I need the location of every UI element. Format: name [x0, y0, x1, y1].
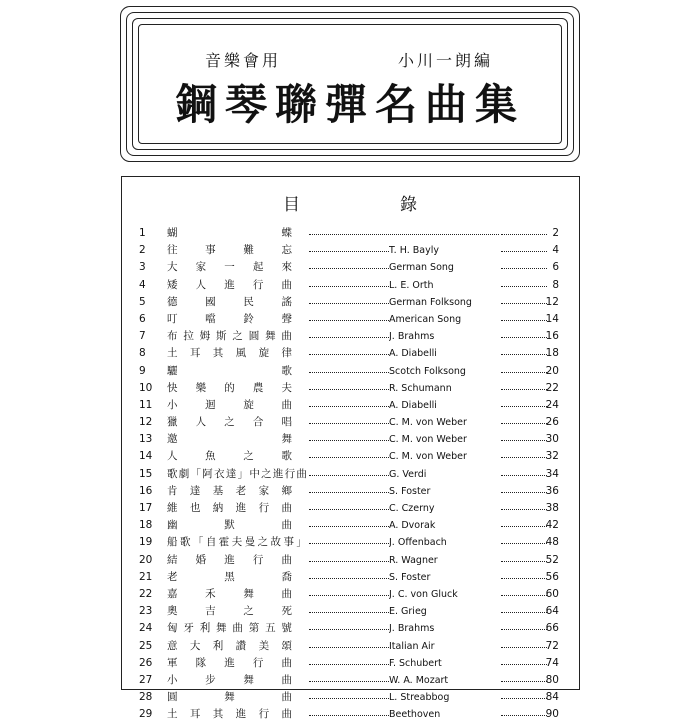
list-item — [139, 534, 559, 551]
entry-page-number: 72 — [545, 639, 559, 652]
entry-page-number: 34 — [545, 467, 559, 480]
entry-composer: American Song — [389, 313, 462, 325]
leader-dots — [309, 251, 389, 252]
entry-title: 奧 吉 之 死 — [167, 605, 292, 618]
leader-dots — [501, 715, 547, 716]
entry-title: 小 步 舞 曲 — [167, 673, 292, 686]
leader-dots — [501, 526, 547, 527]
entry-page-number: 4 — [552, 244, 559, 257]
entry-page-number: 84 — [545, 691, 559, 704]
leader-dots — [309, 320, 389, 321]
entry-title: 土 耳 其 進 行 曲 — [167, 708, 292, 721]
entry-composer: Scotch Folksong — [389, 365, 466, 377]
entry-composer: R. Wagner — [389, 554, 438, 566]
entry-title: 歌 劇 「 阿 衣 達 」 中 之 進 行 曲 — [167, 467, 307, 480]
leader-dots — [309, 286, 389, 287]
leader-dots — [501, 389, 547, 390]
entry-composer: A. Diabelli — [389, 399, 437, 411]
leader-dots — [309, 372, 389, 373]
entry-title: 叮 噹 鈴 聲 — [167, 312, 292, 325]
leader-dots — [309, 509, 389, 510]
leader-dots — [309, 595, 389, 596]
entry-page-number: 36 — [545, 484, 559, 497]
entry-composer: C. M. von Weber — [389, 451, 467, 463]
entry-composer: C. Czerny — [389, 503, 435, 514]
entry-composer: R. Schumann — [389, 382, 452, 394]
entry-composer: J. Brahms — [389, 623, 435, 635]
list-item — [139, 311, 559, 328]
entry-page-number: 8 — [552, 278, 559, 291]
entry-composer: German Folksong — [389, 296, 472, 308]
leader-dots — [501, 629, 547, 630]
entry-title: 快 樂 的 農 夫 — [167, 381, 292, 394]
leader-dots — [501, 320, 547, 321]
list-item — [139, 380, 559, 397]
leader-dots — [309, 337, 389, 338]
entry-title: 圓 舞 曲 — [167, 691, 292, 704]
leader-dots — [501, 492, 547, 493]
list-item — [139, 689, 559, 706]
entry-number: 10 — [139, 381, 153, 394]
entry-title: 德 國 民 謠 — [167, 295, 292, 308]
leader-dots — [309, 406, 389, 407]
entry-page-number: 18 — [545, 347, 559, 360]
entry-number: 23 — [139, 605, 153, 618]
entry-composer: German Song — [389, 262, 454, 274]
list-item — [139, 294, 559, 311]
leader-dots — [309, 423, 389, 424]
entry-composer: A. Diabelli — [389, 348, 437, 360]
leader-dots — [501, 475, 547, 476]
entry-composer: J. C. von Gluck — [389, 588, 458, 600]
entry-number: 27 — [139, 673, 153, 686]
entry-page-number: 64 — [545, 605, 559, 618]
entry-page-number: 2 — [552, 227, 559, 239]
entry-number: 6 — [139, 312, 146, 325]
entry-number: 17 — [139, 502, 153, 514]
entry-page-number: 24 — [545, 398, 559, 411]
leader-dots — [309, 698, 389, 699]
list-item — [139, 225, 559, 242]
leader-dots — [309, 612, 389, 613]
list-item — [139, 569, 559, 586]
leader-dots — [501, 681, 547, 682]
entry-title: 人 魚 之 歌 — [167, 450, 292, 463]
entry-number: 4 — [139, 278, 146, 291]
entry-title: 意 大 利 讚 美 頌 — [167, 639, 292, 652]
leader-dots — [501, 337, 547, 338]
entry-title: 肯 達 基 老 家 鄉 — [167, 484, 292, 497]
entry-page-number: 48 — [545, 536, 559, 549]
leader-dots — [309, 664, 389, 665]
entry-title: 軍 隊 進 行 曲 — [167, 656, 292, 669]
leader-dots — [501, 612, 547, 613]
entry-composer: L. E. Orth — [389, 279, 434, 291]
leader-dots — [309, 526, 389, 527]
entry-composer: Italian Air — [389, 640, 435, 652]
leader-dots — [501, 595, 547, 596]
entry-composer: F. Schubert — [389, 657, 442, 669]
entry-number: 1 — [139, 227, 146, 239]
list-item — [139, 603, 559, 620]
entry-composer: G. Verdi — [389, 468, 427, 480]
entry-number: 9 — [139, 364, 146, 377]
entry-number: 8 — [139, 347, 146, 360]
entry-page-number: 90 — [545, 708, 559, 721]
subtitle-editor: 小川一朗編 — [398, 51, 494, 70]
entry-composer: J. Offenbach — [389, 537, 447, 549]
entry-composer: S. Foster — [389, 571, 431, 583]
list-item — [139, 414, 559, 431]
leader-dots — [501, 354, 547, 355]
list-item — [139, 552, 559, 569]
entry-title: 維 也 納 進 行 曲 — [167, 502, 292, 514]
leader-dots — [309, 578, 389, 579]
leader-dots — [309, 457, 389, 458]
leader-dots — [501, 647, 547, 648]
leader-dots — [501, 509, 547, 510]
toc-heading: 目錄 — [283, 195, 517, 215]
list-item — [139, 672, 559, 689]
entry-number: 3 — [139, 261, 146, 274]
list-item — [139, 259, 559, 276]
entry-composer: C. M. von Weber — [389, 434, 467, 446]
list-item — [139, 706, 559, 723]
entry-page-number: 56 — [545, 570, 559, 583]
leader-dots — [501, 286, 547, 287]
entry-title: 往 事 難 忘 — [167, 244, 292, 257]
list-item — [139, 586, 559, 603]
entry-page-number: 16 — [545, 330, 559, 343]
list-item — [139, 500, 559, 517]
leader-dots — [501, 578, 547, 579]
entry-page-number: 74 — [545, 656, 559, 669]
entry-title: 驪 歌 — [167, 364, 292, 377]
list-item — [139, 431, 559, 448]
leader-dots — [309, 681, 389, 682]
leader-dots — [309, 492, 389, 493]
list-item — [139, 448, 559, 465]
entry-number: 25 — [139, 639, 153, 652]
leader-dots — [501, 664, 547, 665]
list-item — [139, 363, 559, 380]
entry-title: 老 黑 喬 — [167, 570, 292, 583]
entry-composer: S. Foster — [389, 485, 431, 497]
leader-dots — [309, 389, 389, 390]
entry-number: 13 — [139, 433, 153, 446]
entry-page-number: 22 — [545, 381, 559, 394]
entry-page-number: 14 — [545, 312, 559, 325]
entry-page-number: 12 — [545, 295, 559, 308]
entry-number: 21 — [139, 570, 153, 583]
leader-dots — [309, 475, 389, 476]
entry-composer: L. Streabbog — [389, 692, 450, 704]
entry-number: 11 — [139, 398, 153, 411]
entry-title: 布 拉 姆 斯 之 圓 舞 曲 — [167, 330, 292, 343]
entry-number: 19 — [139, 536, 153, 549]
entry-title: 船 歌 「 自 霍 夫 曼 之 故 事 」 — [167, 536, 307, 549]
list-item — [139, 517, 559, 534]
leader-dots — [501, 251, 547, 252]
entry-title: 矮 人 進 行 曲 — [167, 278, 292, 291]
leader-dots — [501, 406, 547, 407]
entry-number: 26 — [139, 656, 153, 669]
entry-page-number: 60 — [545, 587, 559, 600]
leader-dots — [309, 629, 389, 630]
entry-number: 5 — [139, 295, 146, 308]
entry-page-number: 80 — [545, 673, 559, 686]
entry-number: 14 — [139, 450, 153, 463]
leader-dots — [501, 303, 547, 304]
entry-title: 嘉 禾 舞 曲 — [167, 587, 292, 600]
entry-number: 2 — [139, 244, 146, 257]
entry-page-number: 52 — [545, 553, 559, 566]
entry-composer: J. Brahms — [389, 331, 435, 343]
list-item — [139, 483, 559, 500]
leader-dots — [309, 715, 389, 716]
entry-page-number: 26 — [545, 416, 559, 429]
leader-dots — [501, 698, 547, 699]
leader-dots — [501, 372, 547, 373]
entry-number: 20 — [139, 553, 153, 566]
leader-dots — [501, 234, 547, 235]
leader-dots — [501, 457, 547, 458]
entry-title: 土 耳 其 風 旋 律 — [167, 347, 292, 360]
leader-dots — [501, 543, 547, 544]
leader-dots — [501, 440, 547, 441]
entry-composer: T. H. Bayly — [389, 245, 439, 257]
leader-dots — [309, 303, 389, 304]
entry-page-number: 42 — [545, 519, 559, 532]
entry-number: 12 — [139, 416, 153, 429]
book-title: 鋼琴聯彈名曲集 — [174, 80, 525, 129]
entry-title: 邀 舞 — [167, 433, 292, 446]
entry-title: 小 迴 旋 曲 — [167, 398, 292, 411]
entry-composer: E. Grieg — [389, 606, 427, 618]
entry-number: 24 — [139, 622, 153, 635]
entry-title: 大 家 一 起 來 — [167, 261, 292, 274]
list-item — [139, 466, 559, 483]
entry-page-number: 20 — [545, 364, 559, 377]
subtitle-usage: 音樂會用 — [205, 51, 282, 70]
leader-dots — [309, 354, 389, 355]
list-item — [139, 397, 559, 414]
entry-composer: W. A. Mozart — [389, 674, 449, 686]
entry-number: 29 — [139, 708, 153, 721]
leader-dots — [309, 234, 499, 235]
list-item — [139, 345, 559, 362]
entry-page-number: 30 — [545, 433, 559, 446]
entry-title: 獵 人 之 合 唱 — [167, 416, 292, 429]
entry-title: 蝴 蝶 — [167, 227, 292, 239]
leader-dots — [501, 268, 547, 269]
list-item — [139, 277, 559, 294]
leader-dots — [309, 647, 389, 648]
list-item — [139, 655, 559, 672]
entry-number: 22 — [139, 587, 153, 600]
leader-dots — [309, 268, 389, 269]
list-item — [139, 638, 559, 655]
leader-dots — [309, 543, 389, 544]
entry-number: 18 — [139, 519, 153, 532]
entry-composer: Beethoven — [389, 709, 441, 721]
entry-page-number: 6 — [552, 261, 559, 274]
leader-dots — [501, 423, 547, 424]
entry-page-number: 38 — [545, 502, 559, 514]
entry-title: 幽 默 曲 — [167, 519, 292, 532]
toc-list — [139, 225, 559, 723]
leader-dots — [309, 440, 389, 441]
entry-page-number: 66 — [545, 622, 559, 635]
entry-composer: A. Dvorak — [389, 520, 436, 532]
entry-number: 15 — [139, 467, 153, 480]
entry-title: 匈 牙 利 舞 曲 第 五 號 — [167, 622, 292, 635]
leader-dots — [501, 561, 547, 562]
list-item — [139, 620, 559, 637]
list-item — [139, 242, 559, 259]
list-item — [139, 328, 559, 345]
entry-page-number: 32 — [545, 450, 559, 463]
entry-number: 28 — [139, 691, 153, 704]
entry-title: 結 婚 進 行 曲 — [167, 553, 292, 566]
entry-composer: C. M. von Weber — [389, 417, 467, 429]
entry-number: 7 — [139, 330, 146, 343]
leader-dots — [309, 561, 389, 562]
entry-number: 16 — [139, 484, 153, 497]
